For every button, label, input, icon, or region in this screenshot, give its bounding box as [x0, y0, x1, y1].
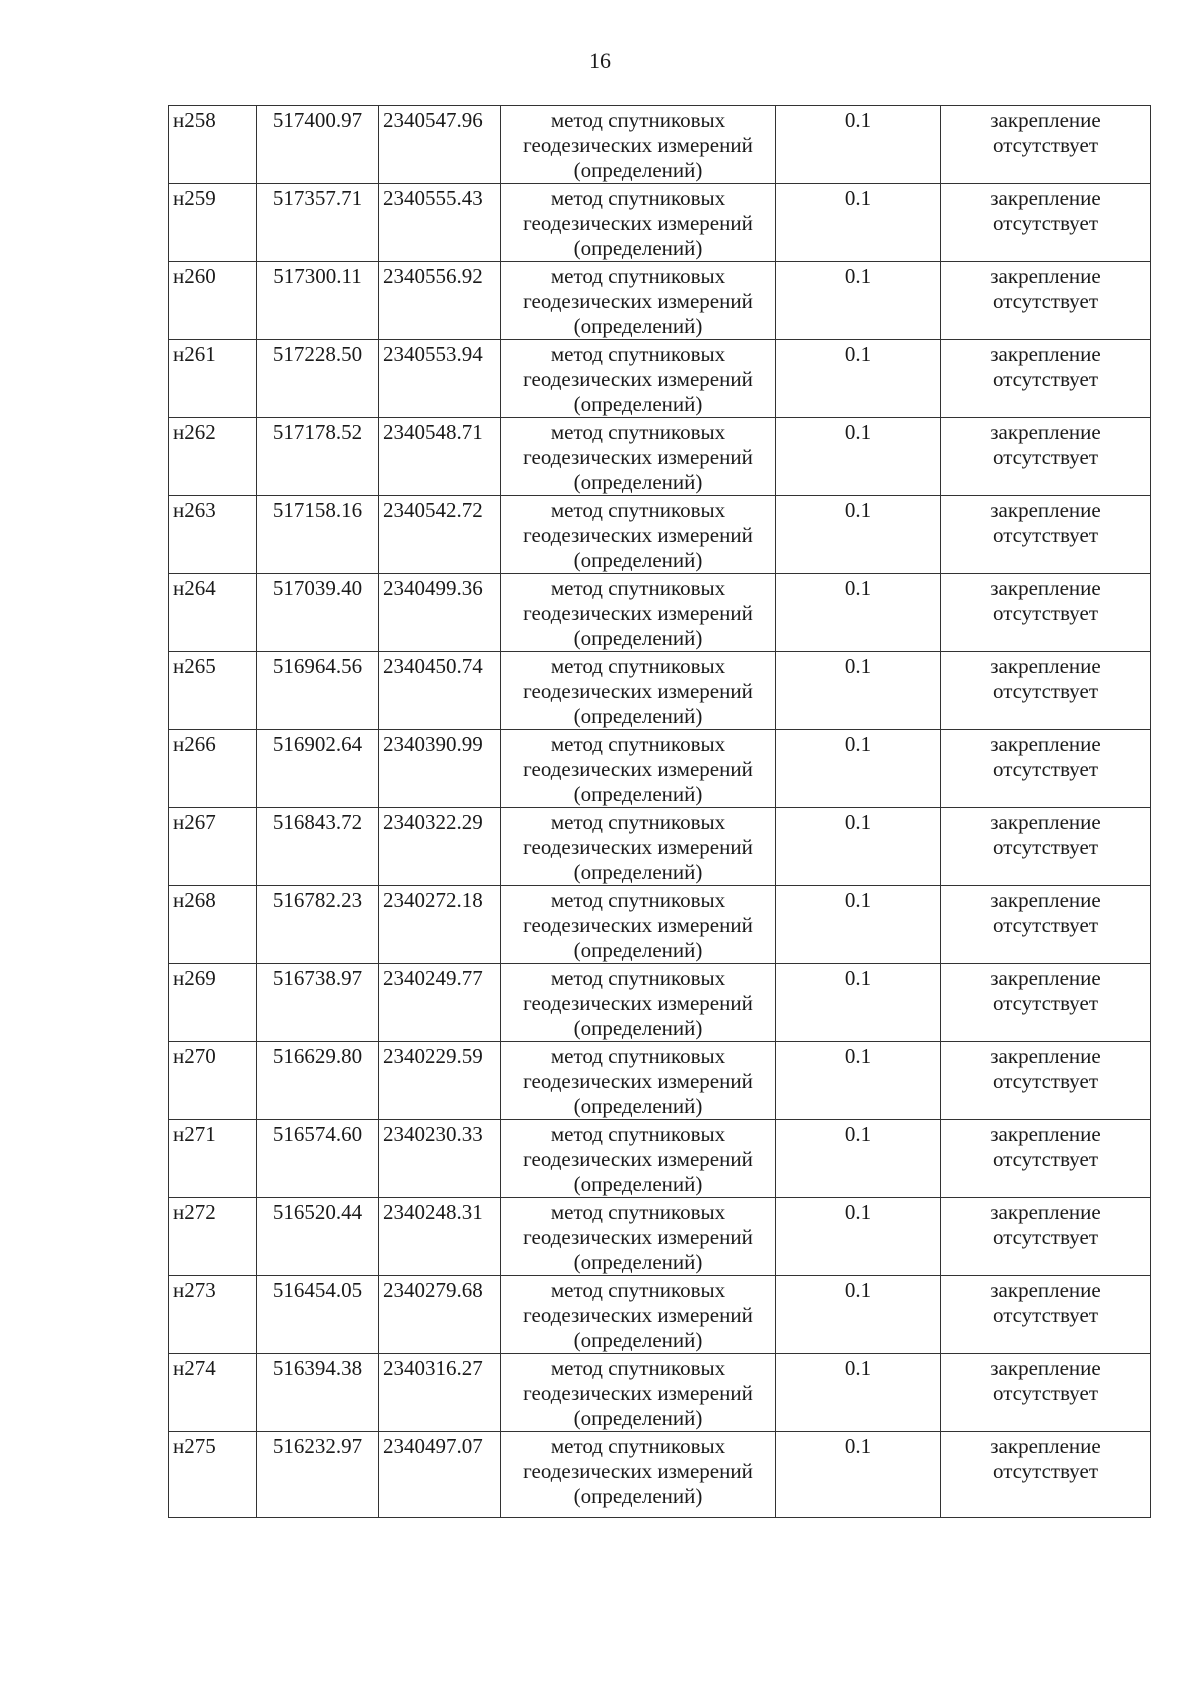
y-coordinate-cell: 2340450.74: [379, 652, 501, 730]
accuracy-cell: 0.1: [776, 1198, 941, 1276]
y-coordinate-cell: 2340542.72: [379, 496, 501, 574]
fixing-text-line: закрепление: [990, 1200, 1101, 1224]
accuracy-cell: 0.1: [776, 184, 941, 262]
fixing-text-line: отсутствует: [992, 1069, 1099, 1093]
method-cell: [501, 652, 776, 730]
method-text-line: геодезических измерений: [523, 757, 753, 781]
x-coordinate-cell: 517357.71: [257, 184, 379, 262]
fixing-text-line: отсутствует: [992, 679, 1099, 703]
fixing-text-line: закрепление: [990, 732, 1101, 756]
method-text-line: метод спутниковых: [550, 1356, 726, 1380]
method-text-line: (определений): [573, 548, 703, 572]
point-id-cell: н265: [169, 652, 257, 730]
method-text-line: метод спутниковых: [550, 888, 726, 912]
accuracy-cell: 0.1: [776, 1276, 941, 1354]
method-cell: [501, 262, 776, 340]
accuracy-cell: 0.1: [776, 496, 941, 574]
table-row: [169, 808, 1151, 886]
method-cell: [501, 106, 776, 184]
accuracy-cell: 0.1: [776, 808, 941, 886]
point-id-cell: н266: [169, 730, 257, 808]
fixing-text-line: закрепление: [990, 810, 1101, 834]
point-id-cell: н264: [169, 574, 257, 652]
y-coordinate-cell: 2340279.68: [379, 1276, 501, 1354]
table-row: [169, 1120, 1151, 1198]
method-text-line: метод спутниковых: [550, 264, 726, 288]
fixing-text-line: отсутствует: [992, 601, 1099, 625]
method-text-line: метод спутниковых: [550, 654, 726, 678]
y-coordinate-cell: 2340230.33: [379, 1120, 501, 1198]
fixing-description-cell: [941, 1276, 1151, 1354]
table-row: [169, 1354, 1151, 1432]
fixing-description-cell: [941, 1042, 1151, 1120]
fixing-text-line: закрепление: [990, 1278, 1101, 1302]
x-coordinate-cell: 516782.23: [257, 886, 379, 964]
table-row: [169, 340, 1151, 418]
fixing-description-cell: [941, 340, 1151, 418]
method-text-line: геодезических измерений: [523, 211, 753, 235]
fixing-text-line: закрепление: [990, 966, 1101, 990]
method-text-line: (определений): [573, 626, 703, 650]
method-text-line: геодезических измерений: [523, 1069, 753, 1093]
fixing-text-line: отсутствует: [992, 991, 1099, 1015]
table-row: [169, 418, 1151, 496]
method-text-line: (определений): [573, 938, 703, 962]
coordinates-table: [168, 105, 1151, 1518]
fixing-text-line: отсутствует: [992, 1381, 1099, 1405]
fixing-description-cell: [941, 1120, 1151, 1198]
method-text-line: (определений): [573, 1484, 703, 1508]
fixing-description-cell: [941, 964, 1151, 1042]
y-coordinate-cell: 2340272.18: [379, 886, 501, 964]
method-text-line: (определений): [573, 1016, 703, 1040]
fixing-text-line: закрепление: [990, 342, 1101, 366]
accuracy-cell: 0.1: [776, 1120, 941, 1198]
table-row: [169, 496, 1151, 574]
y-coordinate-cell: 2340548.71: [379, 418, 501, 496]
fixing-text-line: отсутствует: [992, 445, 1099, 469]
method-text-line: геодезических измерений: [523, 133, 753, 157]
fixing-text-line: отсутствует: [992, 1303, 1099, 1327]
x-coordinate-cell: 517300.11: [257, 262, 379, 340]
y-coordinate-cell: 2340322.29: [379, 808, 501, 886]
x-coordinate-cell: 517158.16: [257, 496, 379, 574]
point-id-cell: н269: [169, 964, 257, 1042]
fixing-text-line: отсутствует: [992, 1459, 1099, 1483]
fixing-text-line: закрепление: [990, 420, 1101, 444]
fixing-text-line: отсутствует: [992, 1225, 1099, 1249]
method-text-line: метод спутниковых: [550, 186, 726, 210]
method-text-line: (определений): [573, 704, 703, 728]
accuracy-cell: 0.1: [776, 652, 941, 730]
method-cell: [501, 418, 776, 496]
accuracy-cell: 0.1: [776, 262, 941, 340]
point-id-cell: н263: [169, 496, 257, 574]
y-coordinate-cell: 2340553.94: [379, 340, 501, 418]
method-text-line: метод спутниковых: [550, 1044, 726, 1068]
method-text-line: метод спутниковых: [550, 576, 726, 600]
y-coordinate-cell: 2340547.96: [379, 106, 501, 184]
method-text-line: геодезических измерений: [523, 289, 753, 313]
method-cell: [501, 730, 776, 808]
fixing-text-line: закрепление: [990, 576, 1101, 600]
point-id-cell: н258: [169, 106, 257, 184]
fixing-description-cell: [941, 106, 1151, 184]
fixing-text-line: отсутствует: [992, 523, 1099, 547]
point-id-cell: н267: [169, 808, 257, 886]
y-coordinate-cell: 2340248.31: [379, 1198, 501, 1276]
method-text-line: (определений): [573, 158, 703, 182]
fixing-text-line: закрепление: [990, 1122, 1101, 1146]
table-row: [169, 964, 1151, 1042]
method-text-line: (определений): [573, 392, 703, 416]
method-text-line: геодезических измерений: [523, 1459, 753, 1483]
fixing-description-cell: [941, 886, 1151, 964]
method-text-line: геодезических измерений: [523, 679, 753, 703]
fixing-description-cell: [941, 184, 1151, 262]
method-cell: [501, 808, 776, 886]
method-text-line: метод спутниковых: [550, 810, 726, 834]
method-text-line: метод спутниковых: [550, 966, 726, 990]
fixing-text-line: закрепление: [990, 1356, 1101, 1380]
accuracy-cell: 0.1: [776, 1432, 941, 1518]
y-coordinate-cell: 2340497.07: [379, 1432, 501, 1518]
method-text-line: метод спутниковых: [550, 108, 726, 132]
point-id-cell: н272: [169, 1198, 257, 1276]
x-coordinate-cell: 517039.40: [257, 574, 379, 652]
fixing-description-cell: [941, 730, 1151, 808]
method-cell: [501, 1198, 776, 1276]
method-cell: [501, 574, 776, 652]
method-text-line: (определений): [573, 1172, 703, 1196]
table-row: [169, 1432, 1151, 1518]
point-id-cell: н259: [169, 184, 257, 262]
method-text-line: геодезических измерений: [523, 991, 753, 1015]
x-coordinate-cell: 516964.56: [257, 652, 379, 730]
fixing-text-line: закрепление: [990, 1434, 1101, 1458]
accuracy-cell: 0.1: [776, 106, 941, 184]
fixing-description-cell: [941, 1354, 1151, 1432]
fixing-text-line: отсутствует: [992, 133, 1099, 157]
table-row: [169, 574, 1151, 652]
fixing-description-cell: [941, 1432, 1151, 1518]
point-id-cell: н261: [169, 340, 257, 418]
y-coordinate-cell: 2340499.36: [379, 574, 501, 652]
method-text-line: метод спутниковых: [550, 1434, 726, 1458]
x-coordinate-cell: 516394.38: [257, 1354, 379, 1432]
method-text-line: (определений): [573, 1094, 703, 1118]
method-cell: [501, 496, 776, 574]
fixing-text-line: отсутствует: [992, 757, 1099, 781]
point-id-cell: н260: [169, 262, 257, 340]
method-text-line: (определений): [573, 1328, 703, 1352]
accuracy-cell: 0.1: [776, 964, 941, 1042]
accuracy-cell: 0.1: [776, 730, 941, 808]
x-coordinate-cell: 516738.97: [257, 964, 379, 1042]
y-coordinate-cell: 2340555.43: [379, 184, 501, 262]
method-text-line: геодезических измерений: [523, 523, 753, 547]
fixing-description-cell: [941, 808, 1151, 886]
accuracy-cell: 0.1: [776, 1042, 941, 1120]
method-text-line: метод спутниковых: [550, 342, 726, 366]
method-text-line: метод спутниковых: [550, 1278, 726, 1302]
method-text-line: геодезических измерений: [523, 1381, 753, 1405]
y-coordinate-cell: 2340249.77: [379, 964, 501, 1042]
point-id-cell: н270: [169, 1042, 257, 1120]
method-cell: [501, 886, 776, 964]
table-row: [169, 730, 1151, 808]
method-text-line: геодезических измерений: [523, 367, 753, 391]
point-id-cell: н262: [169, 418, 257, 496]
method-cell: [501, 184, 776, 262]
fixing-description-cell: [941, 418, 1151, 496]
method-cell: [501, 1354, 776, 1432]
method-text-line: (определений): [573, 782, 703, 806]
fixing-text-line: отсутствует: [992, 211, 1099, 235]
point-id-cell: н268: [169, 886, 257, 964]
method-text-line: геодезических измерений: [523, 1147, 753, 1171]
x-coordinate-cell: 516843.72: [257, 808, 379, 886]
method-cell: [501, 1042, 776, 1120]
method-text-line: (определений): [573, 236, 703, 260]
method-text-line: метод спутниковых: [550, 420, 726, 444]
method-cell: [501, 1276, 776, 1354]
fixing-description-cell: [941, 262, 1151, 340]
method-text-line: геодезических измерений: [523, 445, 753, 469]
fixing-description-cell: [941, 652, 1151, 730]
fixing-text-line: отсутствует: [992, 367, 1099, 391]
method-text-line: (определений): [573, 470, 703, 494]
fixing-text-line: закрепление: [990, 498, 1101, 522]
accuracy-cell: 0.1: [776, 886, 941, 964]
x-coordinate-cell: 517400.97: [257, 106, 379, 184]
x-coordinate-cell: 516629.80: [257, 1042, 379, 1120]
method-text-line: геодезических измерений: [523, 913, 753, 937]
method-cell: [501, 340, 776, 418]
method-text-line: геодезических измерений: [523, 835, 753, 859]
table-row: [169, 262, 1151, 340]
table-row: [169, 886, 1151, 964]
method-text-line: метод спутниковых: [550, 498, 726, 522]
accuracy-cell: 0.1: [776, 1354, 941, 1432]
method-text-line: (определений): [573, 1406, 703, 1430]
fixing-text-line: отсутствует: [992, 289, 1099, 313]
x-coordinate-cell: 516902.64: [257, 730, 379, 808]
method-text-line: (определений): [573, 314, 703, 338]
table-row: [169, 106, 1151, 184]
fixing-text-line: отсутствует: [992, 1147, 1099, 1171]
accuracy-cell: 0.1: [776, 418, 941, 496]
table-row: [169, 652, 1151, 730]
table-row: [169, 1276, 1151, 1354]
point-id-cell: н271: [169, 1120, 257, 1198]
method-cell: [501, 1120, 776, 1198]
y-coordinate-cell: 2340316.27: [379, 1354, 501, 1432]
table-row: [169, 184, 1151, 262]
fixing-text-line: закрепление: [990, 1044, 1101, 1068]
accuracy-cell: 0.1: [776, 340, 941, 418]
y-coordinate-cell: 2340229.59: [379, 1042, 501, 1120]
method-text-line: метод спутниковых: [550, 1200, 726, 1224]
table-row: [169, 1198, 1151, 1276]
fixing-description-cell: [941, 1198, 1151, 1276]
x-coordinate-cell: 516232.97: [257, 1432, 379, 1518]
fixing-text-line: закрепление: [990, 186, 1101, 210]
x-coordinate-cell: 516574.60: [257, 1120, 379, 1198]
table-row: [169, 1042, 1151, 1120]
fixing-description-cell: [941, 574, 1151, 652]
fixing-text-line: закрепление: [990, 888, 1101, 912]
y-coordinate-cell: 2340556.92: [379, 262, 501, 340]
x-coordinate-cell: 516520.44: [257, 1198, 379, 1276]
y-coordinate-cell: 2340390.99: [379, 730, 501, 808]
method-text-line: геодезических измерений: [523, 601, 753, 625]
method-cell: [501, 964, 776, 1042]
fixing-description-cell: [941, 496, 1151, 574]
method-cell: [501, 1432, 776, 1518]
method-text-line: метод спутниковых: [550, 1122, 726, 1146]
x-coordinate-cell: 517178.52: [257, 418, 379, 496]
method-text-line: (определений): [573, 1250, 703, 1274]
fixing-text-line: отсутствует: [992, 835, 1099, 859]
accuracy-cell: 0.1: [776, 574, 941, 652]
method-text-line: геодезических измерений: [523, 1303, 753, 1327]
method-text-line: геодезических измерений: [523, 1225, 753, 1249]
method-text-line: (определений): [573, 860, 703, 884]
fixing-text-line: закрепление: [990, 654, 1101, 678]
fixing-text-line: закрепление: [990, 264, 1101, 288]
point-id-cell: н275: [169, 1432, 257, 1518]
coordinates-table-body: [169, 106, 1151, 1518]
fixing-text-line: закрепление: [990, 108, 1101, 132]
fixing-text-line: отсутствует: [992, 913, 1099, 937]
point-id-cell: н273: [169, 1276, 257, 1354]
x-coordinate-cell: 516454.05: [257, 1276, 379, 1354]
page-number: 16: [589, 48, 611, 73]
point-id-cell: н274: [169, 1354, 257, 1432]
x-coordinate-cell: 517228.50: [257, 340, 379, 418]
method-text-line: метод спутниковых: [550, 732, 726, 756]
